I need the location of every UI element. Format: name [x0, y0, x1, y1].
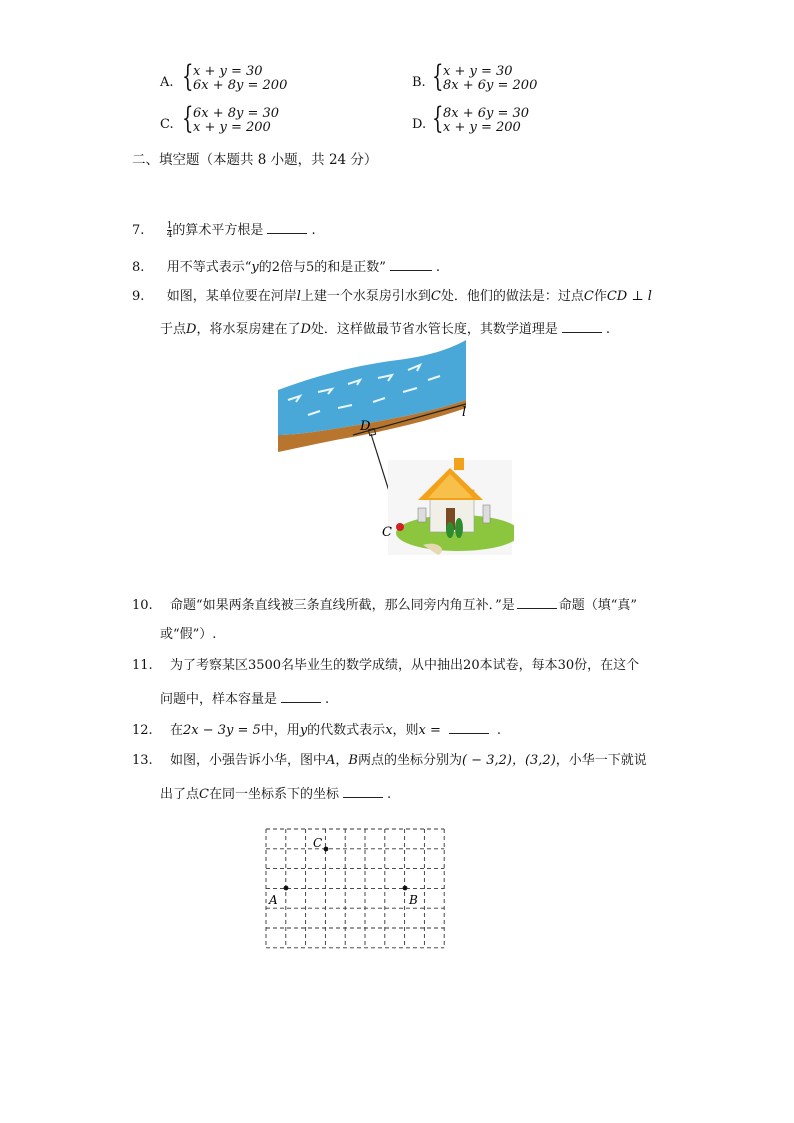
label-c: C: [382, 525, 392, 540]
point-c: [396, 523, 404, 531]
answer-blank[interactable]: [343, 785, 383, 798]
question-number: 7.: [132, 223, 145, 238]
question-9-line2: 于点D，将水泵房建在了D处．这样做最节省水管长度，其数学道理是 .: [160, 322, 611, 337]
option-a-eq1: x + y = 30: [193, 64, 263, 79]
option-a-eq2: 6x + 8y = 200: [193, 78, 288, 93]
point-c: [324, 847, 329, 852]
brace-icon: {: [182, 101, 194, 136]
question-11: 11. 为了考察某区3500名毕业生的数学成绩，从中抽出20本试卷，每本30份，在这个: [132, 658, 640, 673]
option-d-eq2: x + y = 200: [443, 120, 521, 135]
question-8: 8. 用不等式表示“y的2倍与5的和是正数” .: [132, 260, 441, 275]
river-figure: [278, 340, 514, 555]
option-b-eq1: x + y = 30: [443, 64, 513, 79]
brace-icon: {: [432, 59, 444, 94]
answer-blank[interactable]: [562, 320, 602, 333]
question-number: 11.: [132, 658, 153, 673]
question-13-line2: 出了点C在同一坐标系下的坐标 .: [160, 787, 392, 802]
brace-icon: {: [182, 59, 194, 94]
question-12: 12. 在2x − 3y = 5中，用y的代数式表示x，则x = .: [132, 723, 502, 738]
label-d: D: [360, 419, 371, 434]
option-d-eq1: 8x + 6y = 30: [443, 106, 530, 121]
brace-icon: {: [432, 101, 444, 136]
coordinate-grid: [262, 825, 452, 953]
question-10-line2: 或“假”）.: [160, 627, 217, 642]
label-b: B: [409, 893, 418, 907]
river-water: [278, 340, 466, 435]
option-b-eq2: 8x + 6y = 200: [443, 78, 538, 93]
question-text: 的算术平方根是: [172, 223, 264, 238]
question-9: 9. 如图，某单位要在河岸l上建一个水泵房引水到C处．他们的做法是：过点C作CD ⊥ l: [132, 289, 652, 304]
question-11-line2: 问题中，样本容量是 .: [160, 692, 330, 707]
label-a: A: [269, 893, 278, 907]
answer-blank[interactable]: [281, 690, 321, 703]
question-number: 10.: [132, 598, 153, 613]
question-number: 8.: [132, 260, 145, 275]
label-c: C: [313, 836, 323, 850]
answer-blank[interactable]: [267, 221, 307, 234]
section-title: 二、填空题（本题共 8 小题，共 24 分）: [132, 152, 378, 168]
answer-blank[interactable]: [517, 596, 557, 609]
question-number: 13.: [132, 753, 153, 768]
question-10: 10. 命题“如果两条直线被三条直线所截，那么同旁内角互补．”是 命题（填“真”: [132, 598, 638, 613]
answer-blank[interactable]: [449, 721, 489, 734]
question-13: 13. 如图，小强告诉小华，图中A，B两点的坐标分别为( − 3,2)，(3,2)，小华一下就说: [132, 753, 647, 768]
question-7: 7. $\frac{1}{4}$ 的算术平方根是 .: [132, 221, 316, 240]
option-c-eq1: 6x + 8y = 30: [193, 106, 280, 121]
question-number: 12.: [132, 723, 153, 738]
label-l: l: [462, 405, 467, 420]
answer-blank[interactable]: [390, 258, 432, 271]
option-a-label: A.: [160, 75, 174, 90]
question-text: 用不等式表示“: [166, 260, 252, 275]
option-b-label: B.: [412, 75, 426, 90]
option-c-label: C.: [160, 117, 174, 132]
option-d-label: D.: [412, 117, 427, 132]
point-b: [403, 886, 408, 891]
point-a: [284, 886, 289, 891]
fraction: $\frac{1}{4}$: [166, 221, 173, 240]
option-c-eq2: x + y = 200: [193, 120, 271, 135]
question-number: 9.: [132, 289, 145, 304]
